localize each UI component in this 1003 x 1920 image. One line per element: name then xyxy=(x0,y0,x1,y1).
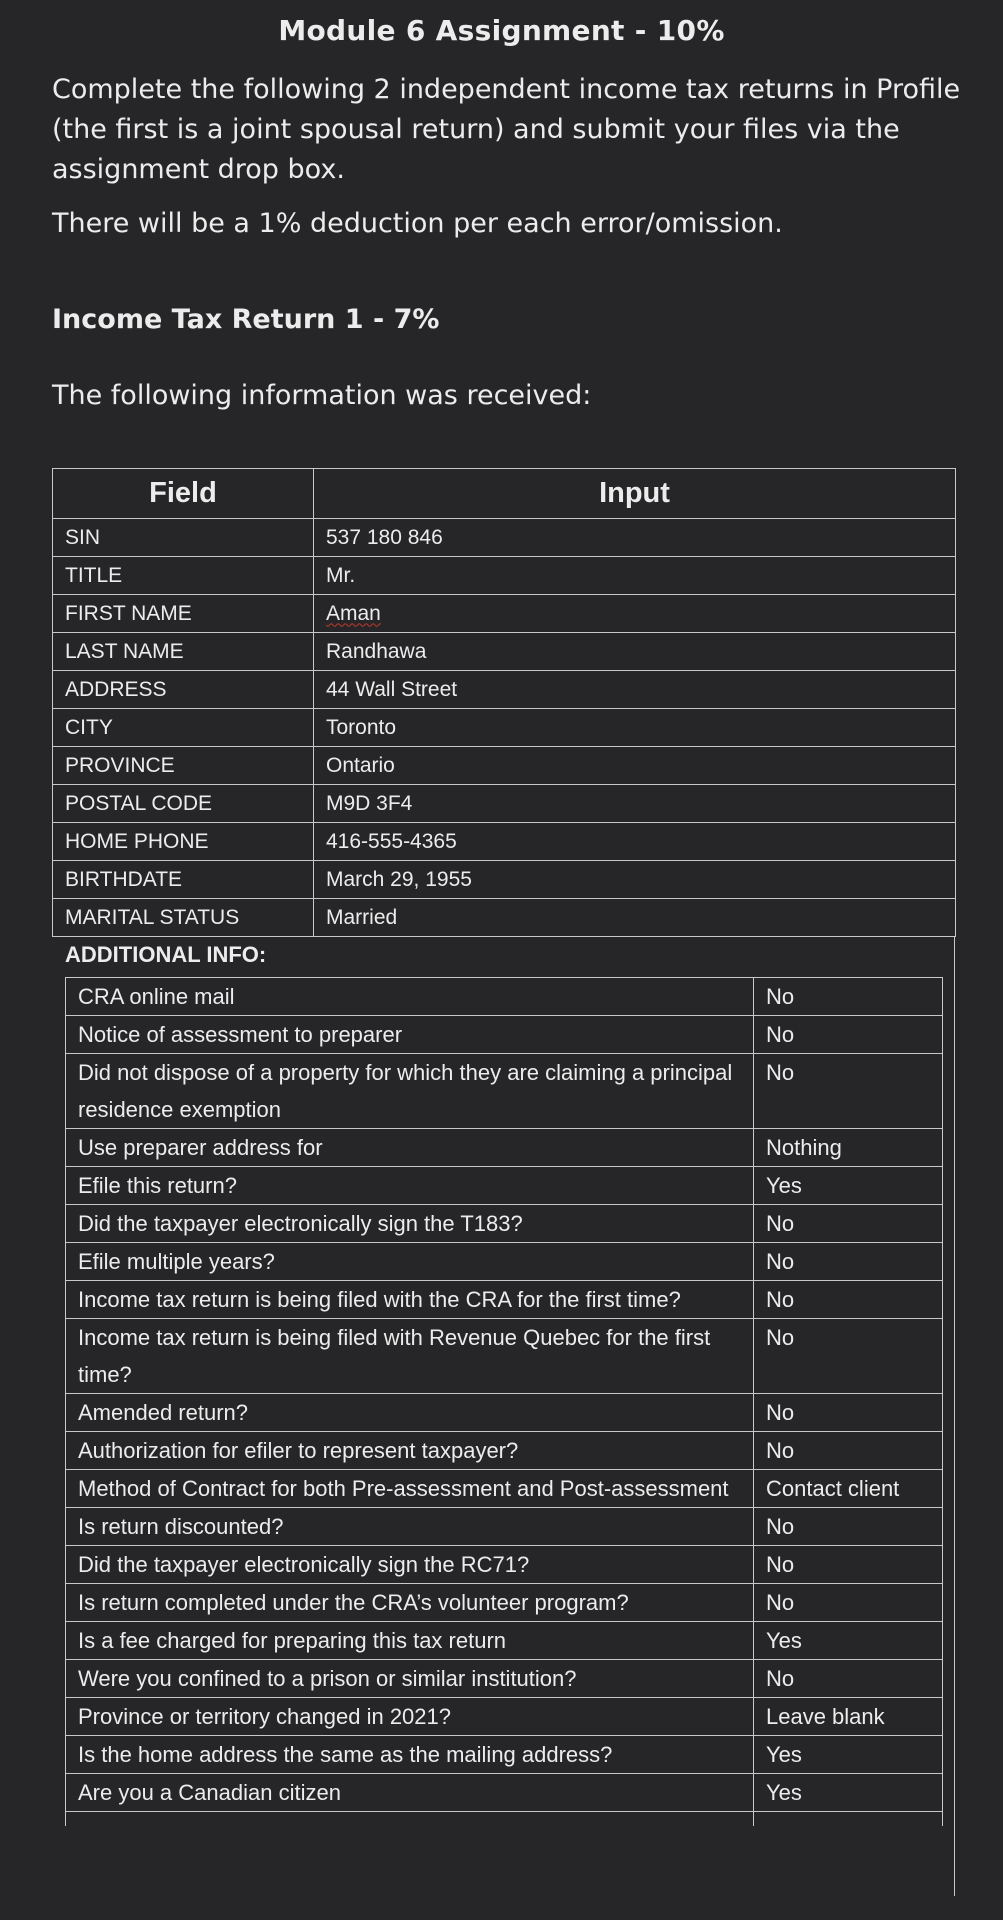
question-cell: Income tax return is being filed with Revenue Quebec for the first time? xyxy=(66,1319,754,1394)
table-row xyxy=(66,1774,943,1812)
answer-cell: No xyxy=(754,978,943,1016)
field-label: HOME PHONE xyxy=(53,823,314,861)
field-label: MARITAL STATUS xyxy=(53,899,314,937)
question-cell xyxy=(66,1812,754,1826)
field-label: ADDRESS xyxy=(53,671,314,709)
table-row xyxy=(66,1698,943,1736)
table-row xyxy=(66,1394,943,1432)
question-cell: Is return discounted? xyxy=(66,1508,754,1546)
field-label: SIN xyxy=(53,519,314,557)
table-row xyxy=(66,1470,943,1508)
spellcheck-flagged-text: Efile multiple years? xyxy=(78,1249,275,1274)
table-row xyxy=(53,557,956,595)
field-label: CITY xyxy=(53,709,314,747)
table-row xyxy=(66,1243,943,1281)
intro-paragraph: Complete the following 2 independent income tax returns in Profile (the first is a joint spousal return) and submit your files via the assignment drop box. xyxy=(52,74,961,185)
answer-cell: Nothing xyxy=(754,1129,943,1167)
answer-cell: No xyxy=(754,1243,943,1281)
page-title: Module 6 Assignment - 10% xyxy=(278,14,725,47)
field-value: Married xyxy=(314,899,956,937)
question-cell: Authorization for efiler to represent taxpayer? xyxy=(66,1432,754,1470)
answer-cell: Yes xyxy=(754,1167,943,1205)
table-row xyxy=(53,899,956,937)
table-row xyxy=(66,978,943,1016)
additional-info-table xyxy=(65,977,943,1826)
answer-cell: Yes xyxy=(754,1622,943,1660)
answer-cell: No xyxy=(754,1584,943,1622)
field-label: TITLE xyxy=(53,557,314,595)
question-cell: Method of Contract for both Pre-assessment and Post-assessment xyxy=(66,1470,754,1508)
table-row xyxy=(53,595,956,633)
table-row xyxy=(66,1016,943,1054)
field-label: LAST NAME xyxy=(53,633,314,671)
additional-info-label: ADDITIONAL INFO: xyxy=(65,942,267,967)
table-row xyxy=(66,1546,943,1584)
table-row xyxy=(66,1432,943,1470)
deduction-note: There will be a 1% deduction per each error/omission. xyxy=(52,208,783,239)
question-cell: CRA online mail xyxy=(66,978,754,1016)
table-header-row xyxy=(53,469,956,519)
section-title: Income Tax Return 1 - 7% xyxy=(52,304,440,335)
field-value: Randhawa xyxy=(314,633,956,671)
answer-cell: Leave blank xyxy=(754,1698,943,1736)
question-cell: Notice of assessment to preparer xyxy=(66,1016,754,1054)
question-cell: Did not dispose of a property for which they are claiming a principal residence exemption xyxy=(66,1054,754,1129)
field-label: FIRST NAME xyxy=(53,595,314,633)
table-row xyxy=(66,1622,943,1660)
field-value: 44 Wall Street xyxy=(314,671,956,709)
field-value: 537 180 846 xyxy=(314,519,956,557)
table-row xyxy=(53,633,956,671)
answer-cell: No xyxy=(754,1432,943,1470)
answer-cell: No xyxy=(754,1281,943,1319)
table-row xyxy=(66,1281,943,1319)
table-row xyxy=(53,785,956,823)
field-column-header: Field xyxy=(53,469,314,519)
field-label: PROVINCE xyxy=(53,747,314,785)
answer-cell: No xyxy=(754,1546,943,1584)
question-cell: Did the taxpayer electronically sign the RC71? xyxy=(66,1546,754,1584)
table-row xyxy=(53,747,956,785)
answer-cell: Contact client xyxy=(754,1470,943,1508)
table-row xyxy=(66,1736,943,1774)
table-row xyxy=(66,1508,943,1546)
answer-cell xyxy=(754,1812,943,1826)
table-row xyxy=(66,1319,943,1394)
field-label: POSTAL CODE xyxy=(53,785,314,823)
question-cell: Is the home address the same as the mailing address? xyxy=(66,1736,754,1774)
table-row xyxy=(53,861,956,899)
table-row-cut-off xyxy=(66,1812,943,1826)
field-value: March 29, 1955 xyxy=(314,861,956,899)
question-cell xyxy=(66,1167,754,1205)
field-value xyxy=(314,595,956,633)
table-row xyxy=(53,671,956,709)
table-row xyxy=(53,823,956,861)
answer-cell: No xyxy=(754,1660,943,1698)
table-row xyxy=(66,1167,943,1205)
input-column-header: Input xyxy=(314,469,956,519)
answer-cell: No xyxy=(754,1054,943,1129)
field-value: Ontario xyxy=(314,747,956,785)
field-value: Mr. xyxy=(314,557,956,595)
answer-cell: Yes xyxy=(754,1736,943,1774)
table-row xyxy=(66,1054,943,1129)
answer-cell: No xyxy=(754,1205,943,1243)
answer-cell: No xyxy=(754,1319,943,1394)
question-cell xyxy=(66,1243,754,1281)
table-row xyxy=(66,1660,943,1698)
question-cell: Is return completed under the CRA’s volunteer program? xyxy=(66,1584,754,1622)
taxpayer-info-table xyxy=(52,468,956,937)
table-row xyxy=(53,709,956,747)
question-cell: Were you confined to a prison or similar institution? xyxy=(66,1660,754,1698)
table-outer-border xyxy=(954,936,955,1896)
answer-cell: No xyxy=(754,1016,943,1054)
question-cell: Province or territory changed in 2021? xyxy=(66,1698,754,1736)
table-row xyxy=(66,1129,943,1167)
question-cell: Did the taxpayer electronically sign the T183? xyxy=(66,1205,754,1243)
answer-cell: Yes xyxy=(754,1774,943,1812)
field-value: M9D 3F4 xyxy=(314,785,956,823)
question-cell: Are you a Canadian citizen xyxy=(66,1774,754,1812)
spellcheck-flagged-text: Aman xyxy=(326,601,381,625)
question-cell: Use preparer address for xyxy=(66,1129,754,1167)
answer-cell: No xyxy=(754,1508,943,1546)
question-cell: Income tax return is being filed with the CRA for the first time? xyxy=(66,1281,754,1319)
received-note: The following information was received: xyxy=(52,380,592,411)
answer-cell: No xyxy=(754,1394,943,1432)
table-row xyxy=(66,1205,943,1243)
field-value: Toronto xyxy=(314,709,956,747)
spellcheck-flagged-text: Efile this return? xyxy=(78,1173,237,1198)
table-row xyxy=(53,519,956,557)
question-cell: Amended return? xyxy=(66,1394,754,1432)
question-cell: Is a fee charged for preparing this tax return xyxy=(66,1622,754,1660)
table-row xyxy=(66,1584,943,1622)
field-value: 416-555-4365 xyxy=(314,823,956,861)
field-label: BIRTHDATE xyxy=(53,861,314,899)
